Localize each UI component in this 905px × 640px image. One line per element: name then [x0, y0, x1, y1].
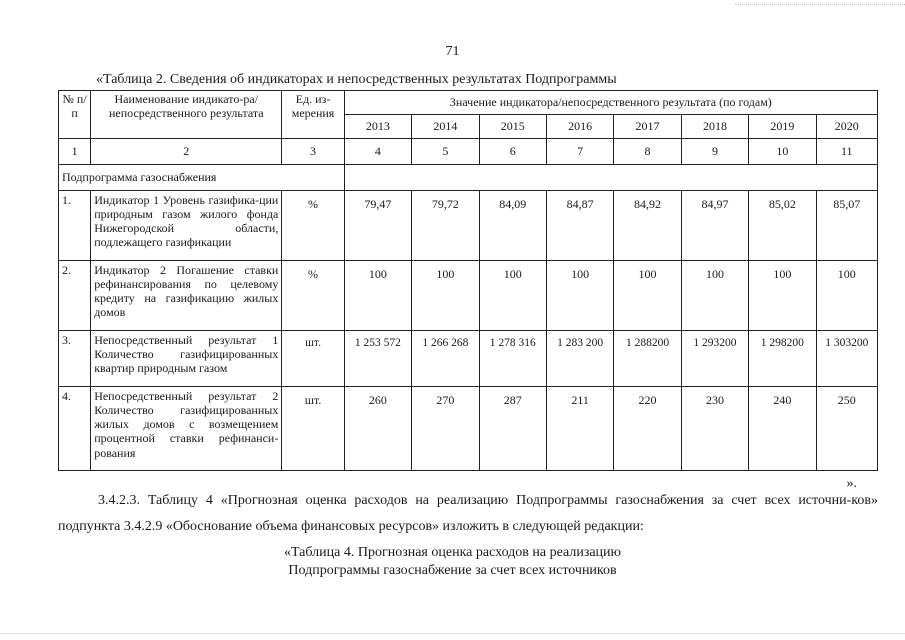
row-value: 1 293200 — [681, 331, 748, 387]
row-value: 84,97 — [681, 191, 748, 261]
page-edge-line — [735, 4, 905, 5]
column-number: 8 — [614, 139, 681, 165]
column-number: 10 — [749, 139, 816, 165]
row-value: 84,87 — [546, 191, 613, 261]
row-name: Индикатор 2 Погашение ставки рефинансирования по целевому кредиту на газификацию жилых домов — [91, 261, 282, 331]
row-value: 100 — [412, 261, 479, 331]
header-year: 2014 — [412, 115, 479, 139]
column-number: 7 — [546, 139, 613, 165]
header-year: 2015 — [479, 115, 546, 139]
row-unit: % — [282, 261, 344, 331]
row-value: 260 — [344, 387, 411, 471]
row-value: 84,92 — [614, 191, 681, 261]
row-value: 211 — [546, 387, 613, 471]
header-year: 2017 — [614, 115, 681, 139]
row-value: 1 278 316 — [479, 331, 546, 387]
paragraph-text: 3.4.2.3. Таблицу 4 «Прогнозная оценка расходов на реализацию Подпрограммы газоснабжения за счет всех источни-ков» подпункта 3.4.2.9 «Обоснование объема финансовых ресурсов» изложить в следующей редакции: — [58, 493, 878, 534]
table-row — [59, 331, 878, 387]
row-value: 100 — [681, 261, 748, 331]
page-bottom-line — [0, 633, 905, 634]
header-year: 2018 — [681, 115, 748, 139]
row-value: 230 — [681, 387, 748, 471]
row-value: 84,09 — [479, 191, 546, 261]
header-name: Наименование индикато-ра/непосредственного результата — [91, 91, 282, 139]
column-number-row — [59, 139, 878, 165]
row-number: 1. — [59, 191, 91, 261]
table4-caption — [0, 544, 905, 580]
column-number: 1 — [59, 139, 91, 165]
row-value: 100 — [614, 261, 681, 331]
row-value: 220 — [614, 387, 681, 471]
column-number: 4 — [344, 139, 411, 165]
row-value: 100 — [546, 261, 613, 331]
row-unit: шт. — [282, 387, 344, 471]
header-year: 2020 — [816, 115, 877, 139]
header-value-group: Значение индикатора/непосредственного результата (по годам) — [344, 91, 877, 115]
column-number: 3 — [282, 139, 344, 165]
body-paragraph — [58, 488, 878, 540]
page-number: 71 — [445, 44, 460, 59]
section-row — [59, 165, 878, 191]
row-value: 85,02 — [749, 191, 816, 261]
row-value: 270 — [412, 387, 479, 471]
row-number: 2. — [59, 261, 91, 331]
row-number: 4. — [59, 387, 91, 471]
row-value: 100 — [344, 261, 411, 331]
row-value: 1 266 268 — [412, 331, 479, 387]
header-unit: Ед. из-мерения — [282, 91, 344, 139]
table-caption: «Таблица 2. Сведения об индикаторах и непосредственных результатах Подпрограммы — [96, 72, 617, 87]
column-number: 9 — [681, 139, 748, 165]
table4-caption-line: «Таблица 4. Прогнозная оценка расходов на реализацию — [283, 545, 622, 560]
table-row — [59, 387, 878, 471]
row-value: 287 — [479, 387, 546, 471]
header-num: № п/п — [59, 91, 91, 139]
section-title: Подпрограмма газоснабжения — [59, 165, 345, 191]
table4-caption-line: Подпрограммы газоснабжение за счет всех источников — [288, 563, 617, 578]
header-year: 2016 — [546, 115, 613, 139]
row-value: 100 — [816, 261, 877, 331]
row-value: 1 253 572 — [344, 331, 411, 387]
row-value: 79,47 — [344, 191, 411, 261]
closing-quote: ». — [846, 476, 857, 491]
column-number: 2 — [91, 139, 282, 165]
row-unit: шт. — [282, 331, 344, 387]
row-value: 1 298200 — [749, 331, 816, 387]
row-value: 1 303200 — [816, 331, 877, 387]
row-name: Непосредственный результат 2 Количество газифицированных жилых домов с возмещением процентной ставки рефинанси-рования — [91, 387, 282, 471]
row-value: 250 — [816, 387, 877, 471]
column-number: 11 — [816, 139, 877, 165]
header-year: 2019 — [749, 115, 816, 139]
row-value: 1 283 200 — [546, 331, 613, 387]
row-value: 85,07 — [816, 191, 877, 261]
table-row — [59, 261, 878, 331]
row-value: 100 — [749, 261, 816, 331]
row-value: 100 — [479, 261, 546, 331]
row-name: Индикатор 1 Уровень газифика-ции природным газом жилого фонда Нижегородской области, подлежащего газификации — [91, 191, 282, 261]
row-unit: % — [282, 191, 344, 261]
row-value: 240 — [749, 387, 816, 471]
row-number: 3. — [59, 331, 91, 387]
section-empty-cell — [344, 165, 877, 191]
indicators-table — [58, 90, 878, 471]
column-number: 6 — [479, 139, 546, 165]
row-value: 1 288200 — [614, 331, 681, 387]
table-row — [59, 191, 878, 261]
header-year: 2013 — [344, 115, 411, 139]
row-name: Непосредственный результат 1 Количество газифицированных квартир природным газом — [91, 331, 282, 387]
column-number: 5 — [412, 139, 479, 165]
row-value: 79,72 — [412, 191, 479, 261]
